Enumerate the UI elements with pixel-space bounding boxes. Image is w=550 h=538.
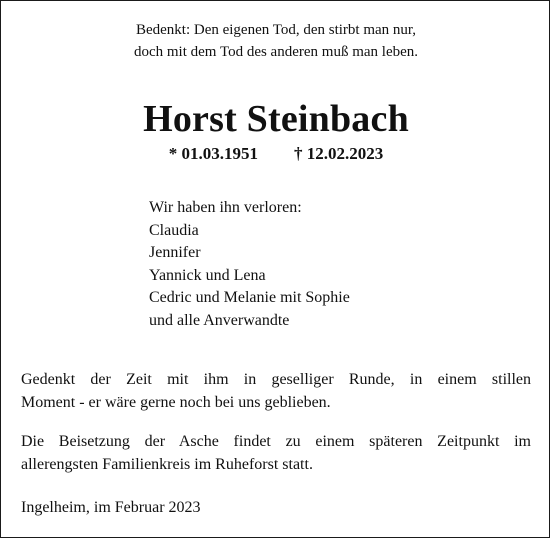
- mourner-name: Cedric und Melanie mit Sophie: [149, 289, 350, 306]
- remembrance-paragraph: [21, 369, 531, 414]
- mourner-name: und alle Anverwandte: [149, 311, 290, 329]
- mourner-name: Yannick und Lena: [149, 266, 266, 284]
- place-and-date: Ingelheim, im Februar 2023: [21, 499, 201, 516]
- mourner-name: Claudia: [149, 221, 199, 239]
- deceased-name: Horst Steinbach: [143, 98, 409, 140]
- birth-date: * 01.03.1951: [168, 144, 258, 163]
- mourner-name: Jennifer: [149, 244, 201, 261]
- quote-line-2: doch mit dem Tod des anderen muß man leben.: [133, 44, 419, 60]
- remembrance-line-1: Gedenkt der Zeit mit ihm in geselliger Runde, in einem stillen: [21, 371, 531, 388]
- death-date: † 12.02.2023: [294, 144, 384, 163]
- mourners-list: [149, 197, 350, 332]
- opening-quote: [1, 19, 550, 63]
- life-dates: [1, 142, 550, 166]
- remembrance-line-2: Moment - er wäre gerne noch bei uns geblieben.: [21, 393, 331, 411]
- burial-line-1: Die Beisetzung der Asche findet zu einem späteren Zeitpunkt im: [21, 433, 531, 450]
- burial-paragraph: [21, 431, 531, 476]
- mourners-intro: Wir haben ihn verloren:: [149, 199, 302, 216]
- burial-line-2: allerengsten Familienkreis im Ruheforst statt.: [21, 455, 313, 473]
- quote-line-1: Bedenkt: Den eigenen Tod, den stirbt man nur,: [135, 22, 417, 38]
